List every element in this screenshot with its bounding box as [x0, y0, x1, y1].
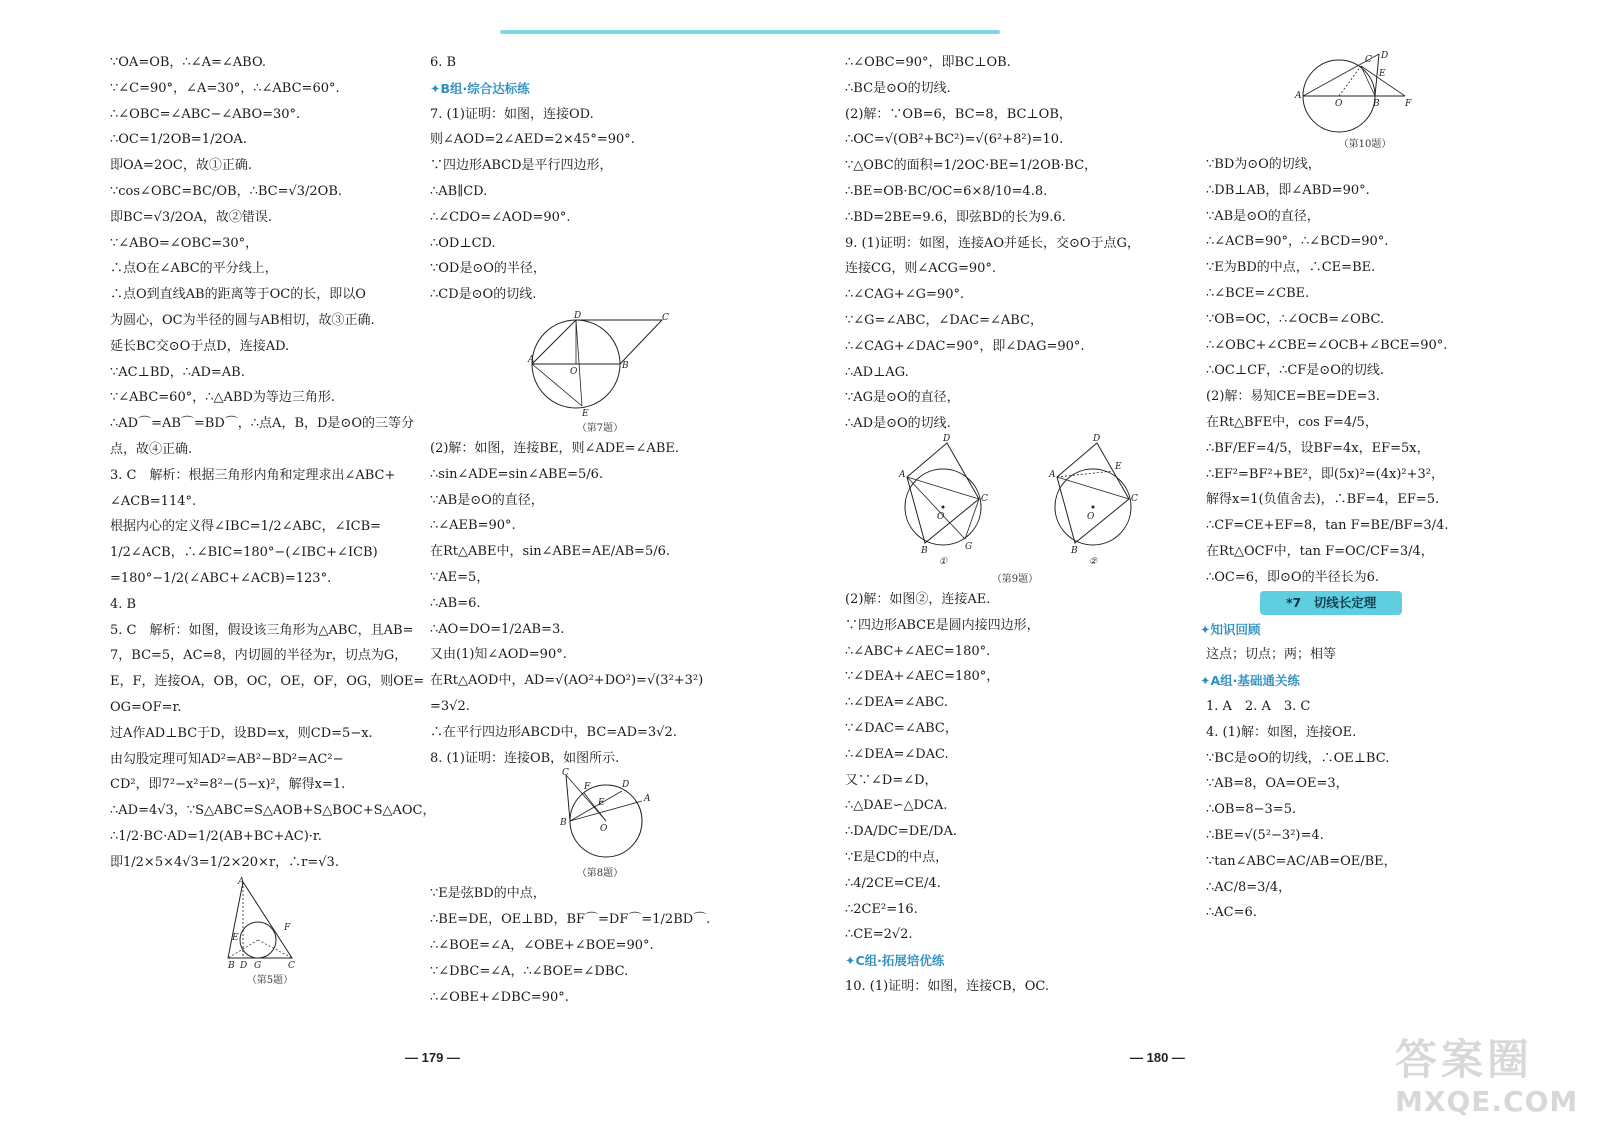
circle-parallelogram-diagram	[530, 310, 670, 418]
text-line: ∴BE=√(5²−3²)=4.	[1206, 827, 1324, 843]
text-line: 又由(1)知∠AOD=90°.	[430, 647, 567, 663]
figure-5-caption: （第5题）	[246, 974, 294, 986]
svg-text:A: A	[1049, 469, 1056, 480]
text-block	[1200, 694, 1530, 926]
figure-8-caption: （第8题）	[576, 868, 624, 880]
svg-text:G: G	[965, 541, 973, 552]
text-line: ∵OA=OB，∴∠A=∠ABO.	[110, 55, 266, 70]
text-line: 延长BC交⊙O于点D，连接AD.	[110, 338, 290, 354]
text-line: ∴AC=6.	[1206, 905, 1257, 921]
column-4	[1200, 50, 1530, 926]
svg-text:B: B	[1373, 99, 1380, 109]
text-line: ∴∠CAG+∠G=90°.	[845, 287, 965, 303]
text-line: ∵OB=OC，∴∠OCB=∠OBC.	[1206, 311, 1385, 327]
text-line: 点，故④正确.	[110, 441, 193, 457]
text-line: ∴∠OBE+∠DBC=90°.	[430, 989, 569, 1005]
text-line: ∴AO=DO=1/2AB=3.	[430, 621, 565, 637]
text-line: ∵AB是⊙O的直径，	[430, 492, 544, 508]
svg-text:A: A	[528, 354, 535, 365]
text-line: 即BC=√3/2OA，故②错误.	[110, 209, 273, 225]
svg-text:O: O	[570, 366, 578, 377]
svg-text:A: A	[238, 876, 245, 887]
svg-text:D: D	[1093, 433, 1101, 444]
text-line: ∴OC⊥CF，∴CF是⊙O的切线.	[1206, 363, 1384, 379]
svg-text:B: B	[622, 360, 629, 371]
figure-9-caption: （第9题）	[991, 573, 1039, 585]
svg-text:A: A	[899, 469, 906, 480]
text-line: 9. (1)证明：如图，连接AO并延长，交⊙O于点G，	[845, 235, 1140, 251]
section-c-heading: ✦C组·拓展培优练	[845, 953, 945, 969]
svg-text:O: O	[1087, 511, 1095, 522]
text-line: ∴AC/8=3/4，	[1206, 879, 1292, 895]
text-line: 在Rt△ABE中，sin∠ABE=AE/AB=5/6.	[430, 544, 671, 560]
figure-7-caption: （第7题）	[576, 422, 624, 434]
text-line: ∵cos∠OBC=BC/OB，∴BC=√3/2OB.	[110, 183, 343, 199]
watermark-url: MXQE.COM	[1395, 1085, 1579, 1118]
text-line: 为圆心，OC为半径的圆与AB相切，故③正确.	[110, 312, 375, 328]
text-line: ∵AC⊥BD，∴AD=AB.	[110, 364, 245, 380]
svg-text:O: O	[1335, 99, 1343, 109]
text-line: ∴AD是⊙O的切线.	[845, 416, 951, 432]
text-line: ∴CF=CE+EF=8，tan F=BE/BF=3/4.	[1206, 518, 1449, 534]
text-line: =180°−1/2(∠ABC+∠ACB)=123°.	[110, 570, 332, 586]
text-block	[1200, 642, 1530, 668]
text-line: (2)解：易知CE=BE=DE=3.	[1206, 389, 1380, 405]
text-line: 即OA=2OC，故①正确.	[110, 158, 252, 174]
svg-text:B: B	[1071, 545, 1078, 556]
text-line: 则∠AOD=2∠AED=2×45°=90°.	[430, 132, 635, 148]
text-line: ∴DA/DC=DE/DA.	[845, 824, 957, 840]
svg-text:D: D	[240, 960, 248, 971]
text-line: ∵E是CD的中点，	[845, 849, 949, 865]
text-line: ∴DB⊥AB，即∠ABD=90°.	[1206, 182, 1370, 198]
watermark-logo-text: 答案圈	[1395, 1035, 1534, 1084]
text-line: ∴BE=DE，OE⊥BD，BF⌒=DF⌒=1/2BD⌒.	[430, 912, 711, 928]
text-line: ∵△OBC的面积=1/2OC·BE=1/2OB·BC，	[845, 158, 1098, 174]
figure-9-label-2: ②	[1089, 556, 1098, 567]
svg-text:A: A	[644, 794, 651, 805]
text-line: 由勾股定理可知AD²=AB²−BD²=AC²−	[110, 751, 344, 767]
text-line: 在Rt△BFE中，cos F=4/5，	[1206, 414, 1378, 430]
text-line: ∴EF²=BF²+BE²，即(5x)²=(4x)²+3²，	[1206, 466, 1444, 482]
figure-9	[895, 433, 1155, 569]
column-2	[430, 50, 790, 1010]
svg-text:O: O	[600, 824, 608, 835]
svg-text:B: B	[560, 818, 567, 829]
text-line: ∴4/2CE=CE/4.	[845, 875, 941, 891]
column-1	[110, 50, 436, 988]
text-line: ∴∠OBC=90°，即BC⊥OB.	[845, 55, 1011, 70]
text-line: ∴∠BOE=∠A，∠OBE+∠BOE=90°.	[430, 937, 654, 953]
text-line: 根据内心的定义得∠IBC=1/2∠ABC，∠ICB=	[110, 519, 382, 535]
text-line: ∴∠CAG+∠DAC=90°，即∠DAG=90°.	[845, 338, 1085, 354]
text-line: ∵E是弦BD的中点，	[430, 886, 546, 902]
text-line: 这点；切点；两；相等	[1206, 647, 1337, 663]
text-line: ∴OC=1/2OB=1/2OA.	[110, 132, 247, 148]
figure-10-caption: （第10题）	[1338, 139, 1392, 150]
text-line: 在Rt△OCF中，tan F=OC/CF=3/4，	[1206, 543, 1434, 559]
text-line: ∵E为BD的中点，∴CE=BE.	[1206, 260, 1376, 276]
text-line: ∴AB∥CD.	[430, 183, 488, 199]
svg-text:C: C	[1365, 55, 1372, 65]
text-line: ∵∠DEA+∠AEC=180°，	[845, 669, 1000, 685]
text-line: ∵BD为⊙O的切线，	[1206, 157, 1321, 172]
text-line: ∴AD=4√3，∵S△ABC=S△AOB+S△BOC+S△AOC，	[110, 803, 436, 819]
text-block	[845, 50, 1185, 437]
text-line: 过A作AD⊥BC于D，设BD=x，则CD=5−x.	[110, 725, 373, 741]
page-number-left: — 179 —	[405, 1050, 460, 1065]
text-line: 10. (1)证明：如图，连接CB，OC.	[845, 978, 1049, 994]
text-line: 在Rt△AOD中，AD=√(AO²+DO²)=√(3²+3²)	[430, 673, 704, 689]
text-line: 又∵∠D=∠D，	[845, 772, 938, 788]
svg-text:C: C	[662, 312, 669, 323]
text-line: ∵∠ABC=60°，∴△ABD为等边三角形.	[110, 390, 335, 406]
header-decoration-bar	[500, 30, 1000, 34]
text-line: (2)解：∵OB=6，BC=8，BC⊥OB，	[845, 106, 1072, 122]
svg-text:O: O	[937, 511, 945, 522]
circle-tangent-line-diagram	[1295, 52, 1425, 134]
text-line: 4. B	[110, 596, 137, 612]
text-line: 4. (1)解：如图，连接OE.	[1206, 724, 1357, 740]
text-line: ∴∠AEB=90°.	[430, 518, 516, 534]
text-line: ∴点O在∠ABC的平分线上，	[110, 261, 278, 277]
text-line: ∵四边形ABCE是圆内接四边形，	[845, 617, 1040, 633]
text-block	[430, 881, 790, 1010]
svg-text:E: E	[1115, 461, 1122, 472]
text-line: ∵AG是⊙O的直径，	[845, 390, 960, 406]
text-line: ∴点O到直线AB的距离等于OC的长，即以O	[110, 287, 366, 303]
text-line: ∴∠DEA=∠DAC.	[845, 746, 949, 762]
text-line: 7，BC=5，AC=8，内切圆的半径为r，切点为G，	[110, 648, 408, 664]
two-circle-diagrams	[895, 433, 1155, 569]
svg-text:F: F	[584, 782, 591, 793]
text-line: ∴∠CDO=∠AOD=90°.	[430, 209, 571, 225]
text-line: CD²，即7²−x²=8²−(5−x)²，解得x=1.	[110, 777, 346, 793]
text-line: ∴AD⊥AG.	[845, 364, 909, 380]
text-line: ∴∠BCE=∠CBE.	[1206, 285, 1310, 301]
text-line: ∴∠OBC=∠ABC−∠ABO=30°.	[110, 106, 301, 122]
text-line: ∴在平行四边形ABCD中，BC=AD=3√2.	[430, 724, 677, 740]
section-banner: *7 切线长定理	[1260, 591, 1402, 615]
text-line: ∴2CE²=16.	[845, 901, 918, 917]
text-line: ∵四边形ABCD是平行四边形，	[430, 158, 613, 174]
svg-text:C: C	[562, 768, 569, 779]
figure-8	[560, 768, 660, 863]
text-line: ∠ACB=114°.	[110, 493, 197, 509]
svg-text:A: A	[1295, 91, 1302, 101]
text-line: ∴△DAE∽△DCA.	[845, 798, 948, 814]
text-line: ∴OC=√(OB²+BC²)=√(6²+8²)=10.	[845, 132, 1064, 148]
text-line: ∵∠DAC=∠ABC，	[845, 720, 958, 736]
text-line: 连接CG，则∠ACG=90°.	[845, 261, 997, 277]
svg-text:F: F	[1405, 99, 1412, 109]
text-line: 3. C 解析：根据三角形内角和定理求出∠ABC+	[110, 467, 396, 483]
text-line: ∴CD是⊙O的切线.	[430, 287, 537, 303]
svg-text:E: E	[598, 798, 605, 809]
text-line: E，F，连接OA，OB，OC，OE，OF，OG，则OE=	[110, 674, 425, 690]
text-line: ∵AE=5，	[430, 569, 490, 585]
text-line: (2)解：如图，连接BE，则∠ADE=∠ABE.	[430, 440, 679, 456]
svg-text:C: C	[981, 493, 988, 504]
circle-tangent-diagram	[560, 768, 660, 863]
text-line: ∵∠DBC=∠A，∴∠BOE=∠DBC.	[430, 963, 629, 979]
svg-text:B: B	[921, 545, 928, 556]
svg-text:D: D	[1381, 51, 1389, 61]
text-line: ∵∠G=∠ABC，∠DAC=∠ABC，	[845, 312, 1044, 328]
text-line: ∴OD⊥CD.	[430, 235, 496, 251]
section-b-heading: ✦B组·综合达标练	[430, 80, 530, 96]
text-line: 1/2∠ACB，∴∠BIC=180°−(∠IBC+∠ICB)	[110, 545, 378, 561]
svg-text:D: D	[622, 780, 630, 791]
text-line: 8. (1)证明：连接OB，如图所示.	[430, 750, 620, 766]
figure-10	[1295, 52, 1425, 134]
text-line: ∴∠ABC+∠AEC=180°.	[845, 643, 991, 659]
text-line: OG=OF=r.	[110, 699, 182, 715]
text-line: 6. B	[430, 55, 457, 70]
text-line: 7. (1)证明：如图，连接OD.	[430, 106, 594, 122]
text-line: 5. C 解析：如图，假设该三角形为△ABC，且AB=	[110, 622, 414, 638]
svg-text:F: F	[284, 922, 291, 933]
figure-5	[228, 878, 318, 970]
section-a-heading: ✦A组·基础通关练	[1200, 673, 1300, 689]
text-line: ∴∠OBC+∠CBE=∠OCB+∠BCE=90°.	[1206, 337, 1448, 353]
triangle-incircle-diagram	[228, 878, 318, 970]
column-3	[845, 50, 1185, 1000]
text-line: ∴∠ACB=90°，∴∠BCD=90°.	[1206, 234, 1389, 250]
watermark	[1395, 1035, 1585, 1135]
text-line: ∵BC是⊙O的切线，∴OE⊥BC.	[1206, 750, 1390, 766]
text-line: ∵AB是⊙O的直径，	[1206, 208, 1320, 224]
text-block	[845, 974, 1185, 1000]
text-block	[430, 102, 790, 308]
text-line: =3√2.	[430, 698, 470, 714]
text-block	[430, 50, 790, 76]
text-line: 1. A 2. A 3. C	[1206, 698, 1311, 714]
text-line: ∴BD=2BE=9.6，即弦BD的长为9.6.	[845, 209, 1066, 225]
svg-text:D: D	[943, 433, 951, 444]
svg-text:C: C	[288, 960, 295, 971]
text-line: ∴1/2·BC·AD=1/2(AB+BC+AC)·r.	[110, 828, 322, 844]
text-line: ∵tan∠ABC=AC/AB=OE/BE，	[1206, 853, 1397, 869]
text-line: 解得x=1(负值舍去)，∴BF=4，EF=5.	[1206, 492, 1440, 508]
svg-text:C: C	[1131, 493, 1138, 504]
text-block	[845, 587, 1185, 948]
text-line: ∵∠ABO=∠OBC=30°，	[110, 235, 259, 251]
svg-text:E: E	[1379, 69, 1386, 79]
figure-9-label-1: ①	[939, 556, 948, 567]
text-line: ∴BC是⊙O的切线.	[845, 80, 951, 96]
svg-text:B: B	[228, 960, 235, 971]
figure-7	[530, 310, 670, 418]
svg-text:E: E	[232, 932, 239, 943]
text-line: 即1/2×5×4√3=1/2×20×r，∴r=√3.	[110, 854, 339, 870]
text-block	[110, 50, 436, 876]
svg-text:G: G	[254, 960, 262, 971]
text-block	[1200, 152, 1530, 591]
text-line: ∵OD是⊙O的半径，	[430, 261, 546, 277]
text-line: ∴sin∠ADE=sin∠ABE=5/6.	[430, 466, 604, 482]
text-block	[430, 436, 790, 771]
text-line: ∴∠DEA=∠ABC.	[845, 695, 949, 711]
text-line: ∴CE=2√2.	[845, 927, 913, 943]
text-line: ∴OB=8−3=5.	[1206, 802, 1297, 818]
text-line: (2)解：如图②，连接AE.	[845, 591, 991, 607]
text-line: ∴OC=6，即⊙O的半径长为6.	[1206, 569, 1379, 585]
text-line: ∴AB=6.	[430, 595, 481, 611]
text-line: ∴AD⌒=AB⌒=BD⌒，∴点A，B，D是⊙O的三等分	[110, 416, 414, 432]
text-line: ∵∠C=90°，∠A=30°，∴∠ABC=60°.	[110, 80, 340, 96]
text-line: ∵AB=8，OA=OE=3，	[1206, 776, 1349, 792]
text-line: ∴BE=OB·BC/OC=6×8/10=4.8.	[845, 183, 1048, 199]
review-heading: ✦知识回顾	[1200, 621, 1261, 637]
svg-text:E: E	[582, 408, 589, 419]
svg-text:D: D	[574, 310, 582, 321]
page-number-right: — 180 —	[1130, 1050, 1185, 1065]
text-line: ∴BF/EF=4/5，设BF=4x，EF=5x，	[1206, 440, 1430, 456]
